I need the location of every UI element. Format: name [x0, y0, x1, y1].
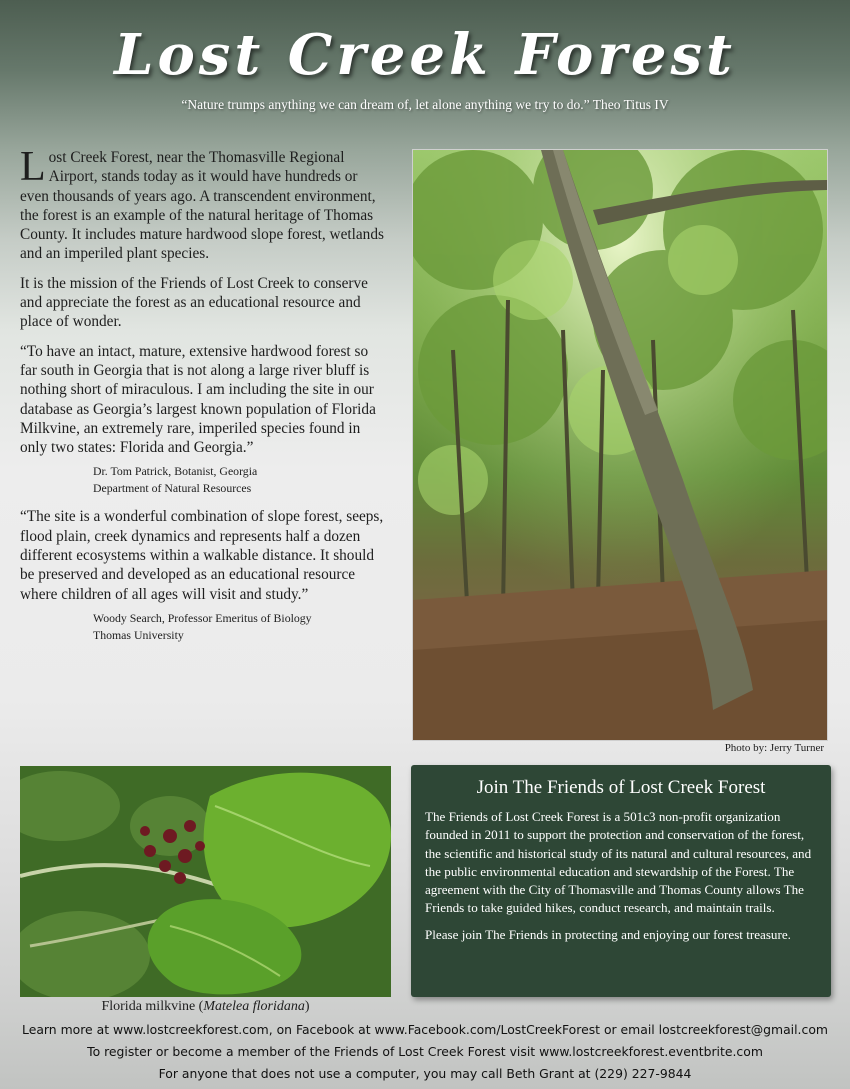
attribution-org: Department of Natural Resources — [93, 481, 252, 496]
quote-search: “The site is a wonderful combination of slope forest, seeps, flood plain, creek dynamics and represents half a dozen different ecosystems within a walkable distance. It should be preserved and developed as an educational resource where children of all ages will visit and study.” — [20, 508, 384, 603]
attribution-name: Woody Search, Professor Emeritus of Biology — [93, 610, 312, 625]
attribution-org: Thomas University — [93, 627, 184, 642]
intro-paragraph-1 — [20, 144, 386, 264]
join-paragraph-2: Please join The Friends in protecting and enjoying our forest treasure. — [425, 926, 791, 942]
footer-contact-line: Learn more at www.lostcreekforest.com, on Facebook at www.Facebook.com/LostCreekForest or email lostcreekforest@gmail.com — [22, 1022, 828, 1037]
drop-cap: L — [20, 144, 46, 190]
milkvine-illustration — [20, 766, 391, 997]
quote-patrick: “To have an intact, mature, extensive hardwood forest so far south in Georgia that is not along a large river bluff is nothing short of miraculous. I am including the site in our database as Georgia’s largest known population of Florida Milkvine, an extremely rare, imperiled species found in only two states: Florida and Georgia.” — [20, 342, 376, 457]
attribution-name: Dr. Tom Patrick, Botanist, Georgia — [93, 464, 258, 479]
caption-suffix: ) — [304, 999, 310, 1014]
join-heading: Join The Friends of Lost Creek Forest — [476, 777, 766, 798]
intro-column — [20, 144, 386, 654]
milkvine-photo — [20, 766, 391, 997]
quote-search-attribution — [93, 610, 386, 644]
page-title: Lost Creek Forest — [114, 22, 736, 88]
footer-phone-line: For anyone that does not use a computer, you may call Beth Grant at (229) 227-9844 — [158, 1066, 692, 1081]
photo-credit: Photo by: Jerry Turner — [724, 742, 824, 754]
photo-caption — [20, 999, 391, 1015]
header-quote: “Nature trumps anything we can dream of, let alone anything we try to do.” Theo Titus IV — [181, 97, 669, 112]
join-box — [411, 765, 831, 997]
join-paragraph-1: The Friends of Lost Creek Forest is a 501c3 non-profit organization founded in 2011 to support the protection and conservation of the forest, the scientific and historical study of its natural and cultural resources, and the public environmental education and stewardship of the Forest. The agreement with the City of Thomasville and Thomas County allows The Friends to take guided hikes, conduct research, and maintain trails. — [425, 809, 812, 916]
caption-prefix: Florida milkvine ( — [101, 999, 204, 1014]
forest-photo — [412, 149, 828, 741]
caption-species: Matelea floridana — [203, 999, 305, 1014]
footer-register-line: To register or become a member of the Friends of Lost Creek Forest visit www.lostcreekforest.eventbrite.com — [87, 1044, 763, 1059]
quote-patrick-attribution — [93, 463, 386, 497]
intro-paragraph-2: It is the mission of the Friends of Lost Creek to conserve and appreciate the forest as an educational resource and place of wonder. — [20, 274, 368, 331]
forest-illustration — [413, 150, 828, 741]
intro-paragraph-1-text: ost Creek Forest, near the Thomasville Regional Airport, stands today as it would have hundreds or even thousands of years ago. A transcendent environment, the forest is an example of the natural heritage of Thomas County. It includes mature hardwood slope forest, wetlands and an imperiled plant species. — [20, 149, 384, 263]
